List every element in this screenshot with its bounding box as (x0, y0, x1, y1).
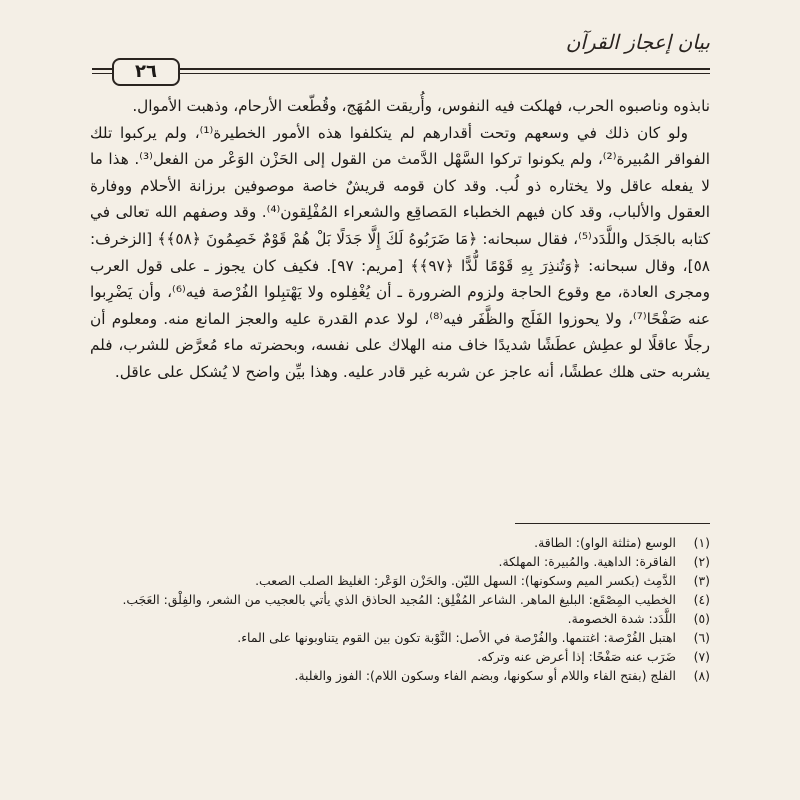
footnote-text: الفلج (بفتح الفاء واللام أو سكونها، وبضم الفاء وسكون اللام): الفوز والغلبة. (294, 668, 676, 683)
paragraph: نابذوه وناصبوه الحرب، فهلكت فيه النفوس، وأُريقت المُهَج، وقُطّعت الأرحام، وذهبت الأموال. (132, 97, 710, 115)
page-header (92, 30, 710, 90)
footnote (88, 591, 710, 609)
footnote-text: الفاقرة: الداهية. والمُبيرة: المهلكة. (498, 554, 676, 569)
footnote (88, 648, 710, 666)
footnote-text: ضَرَب عنه صَفْحًا: إذا أعرض عنه وتركه. (477, 649, 676, 664)
footnote-number: (٤) (693, 592, 710, 607)
footnote-text: الخطيب المِصْقَع: البليغ الماهر. الشاعر المُفْلِق: المُجيد الحاذق الذي يأتي بالعجيب من الشعر، والفِلْق: العَجَب. (122, 592, 676, 607)
footnote-number: (٧) (693, 649, 710, 664)
footnote-number: (٨) (693, 668, 710, 683)
footnote-number: (٦) (693, 630, 710, 645)
page-number: ٢٦ (112, 58, 180, 86)
header-rule (92, 68, 710, 70)
running-title: بيان إعجاز القرآن (565, 30, 710, 54)
footnotes (88, 534, 710, 686)
footnote-number: (٣) (693, 573, 710, 588)
footnote-text: الدَّمِث (بكسر الميم وسكونها): السهل الليّن. والحَزْن الوَعْر: الغليظ الصلب الصعب. (255, 573, 676, 588)
footnote (88, 629, 710, 647)
footnote-number: (١) (693, 535, 710, 550)
header-rule-thin (92, 73, 710, 74)
footnote-text: الوسع (مثلثة الواو): الطاقة. (534, 535, 676, 550)
paragraph: ولو كان ذلك في وسعهم وتحت أقدارهم لم يتكلفوا هذه الأمور الخطيرة⁽¹⁾، ولم يركبوا تلك الفواقر المُبيرة⁽²⁾، ولم يكونوا تركوا السَّهْل الدَّمث من القول إلى الحَزْن الوَعْر من الفعل⁽³⁾. هذا ما لا يفعله عاقل ولا يختاره ذو لُب. وقد كان قومه قريشٌ خاصة موصوفين برزانة الأحلام ووفارة العقول والألباب، وقد كان فيهم الخطباء المَصاقِع والشعراء المُفْلِقون⁽⁴⁾. وقد وصفهم الله تعالى في كتابه بالجَدَل واللَّدَد⁽⁵⁾، فقال سبحانه: ﴿مَا ضَرَبُوهُ لَكَ إِلَّا جَدَلًا بَلْ هُمْ قَوْمٌ خَصِمُونَ ﴿٥٨﴾﴾ [الزخرف: ٥٨]، وقال سبحانه: ﴿وَتُنذِرَ بِهِ قَوْمًا لُّدًّا ﴿٩٧﴾﴾ [مريم: ٩٧]. فكيف كان يجوز ـ على قول العرب ومجرى العادة، مع وقوع الحاجة ولزوم الضرورة ـ أن يُغْفِلوه ولا يَهْتبِلوا الفُرْصة فيه⁽⁶⁾، وأن يَضْرِبوا عنه صَفْحًا⁽⁷⁾، ولا يحوزوا الفَلَج والظَّفَر فيه⁽⁸⁾، لولا عدم القدرة عليه والعجز المانع منه. ومعلوم أن رجلًا عاقلًا لو عطِش عطَشًا شديدًا خاف منه الهلاك على نفسه، وبحضرته ماء مُعرَّض للشرب، فلم يشربه حتى هلك عطشًا، أنه عاجز عن شربه غير قادر عليه. وهذا بيِّن واضح لا يُشكل على عاقل. (90, 123, 711, 381)
footnote (88, 610, 710, 628)
footnote-separator (515, 523, 710, 524)
footnote-number: (٥) (693, 611, 710, 626)
footnote (88, 667, 710, 685)
footnote (88, 534, 710, 552)
main-text (90, 93, 710, 386)
footnote-text: اهتبل الفُرْصة: اغتنمها. والفُرْصة في الأصل: النَّوْبة تكون بين القوم يتناوبونها على الماء. (237, 630, 676, 645)
footnote-number: (٢) (693, 554, 710, 569)
footnote (88, 572, 710, 590)
footnote (88, 553, 710, 571)
footnote-text: اللَّدَد: شدة الخصومة. (567, 611, 676, 626)
